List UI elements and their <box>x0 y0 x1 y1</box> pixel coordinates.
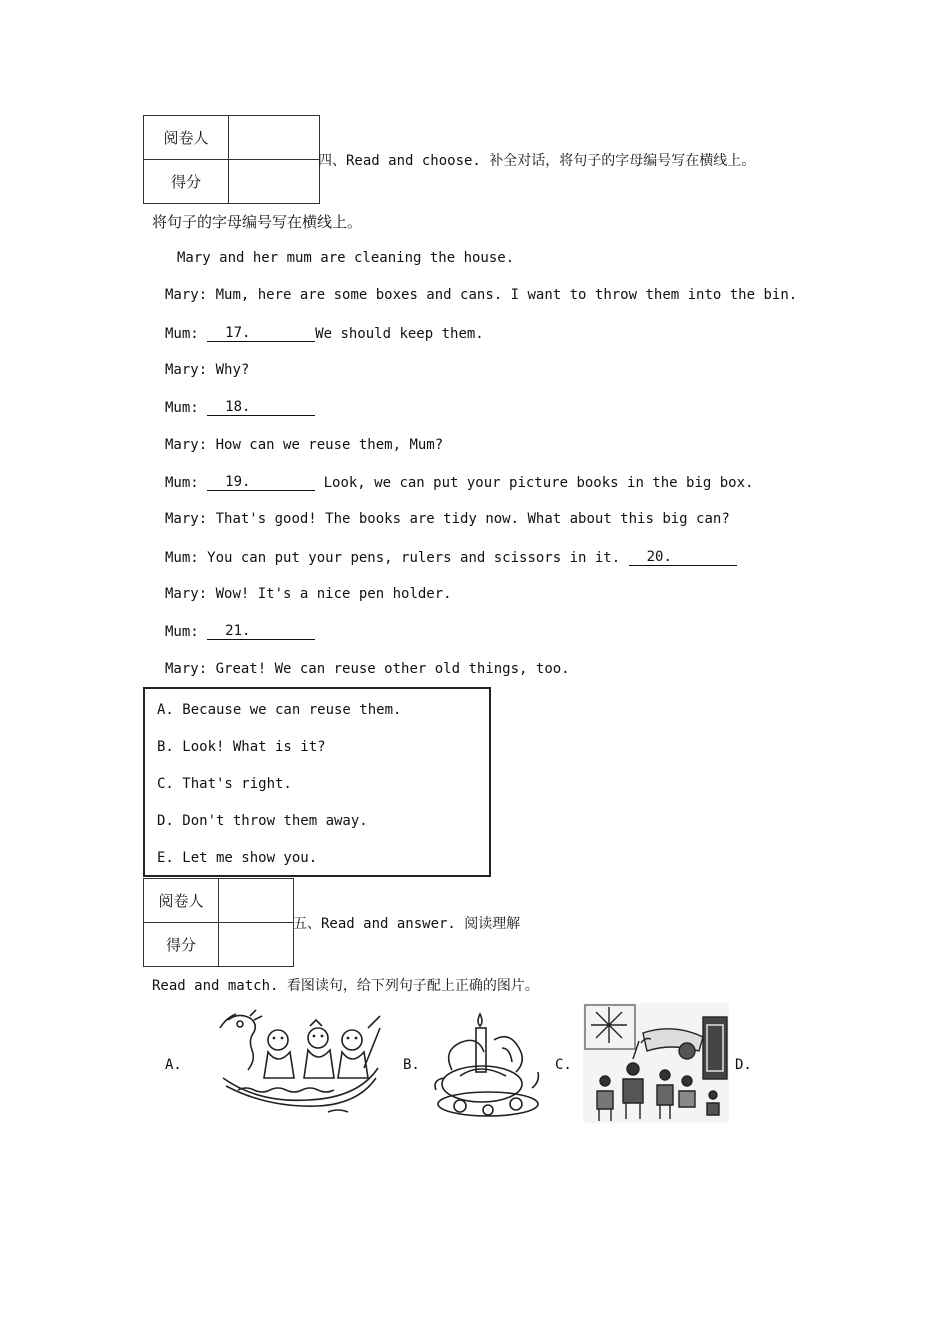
picture-label-b: B. <box>403 1057 420 1073</box>
speaker: Mum: <box>165 400 199 416</box>
answer-blank-21[interactable]: 21. <box>207 623 315 640</box>
answer-blank-17[interactable]: 17. <box>207 325 315 342</box>
line-text: You can put your pens, rulers and scissors in it. <box>207 550 629 566</box>
dragon-boat-picture <box>218 1008 383 1118</box>
section5-instruction: Read and match. 看图读句，给下列句子配上正确的图片。 <box>152 978 539 994</box>
speaker: Mum: <box>165 475 199 491</box>
option-d: D. Don't throw them away. <box>157 813 368 829</box>
score-cell <box>229 160 320 204</box>
roast-turkey-picture <box>432 1010 544 1122</box>
options-box <box>143 687 491 877</box>
dialogue-line-2 <box>165 325 484 342</box>
reviewer-label: 阅卷人 <box>144 879 219 923</box>
option-e: E. Let me show you. <box>157 850 318 866</box>
picture-label-c: C. <box>555 1057 572 1073</box>
dialogue-line-9 <box>165 586 452 602</box>
dialogue-line-11 <box>165 661 570 677</box>
picture-label-d: D. <box>735 1057 752 1073</box>
reviewer-label: 阅卷人 <box>144 116 229 160</box>
line-text: We should keep them. <box>315 326 484 342</box>
speaker: Mum: <box>165 550 199 566</box>
speaker: Mary: <box>165 661 208 677</box>
speaker: Mum: <box>165 624 199 640</box>
dialogue-line-3 <box>165 362 249 378</box>
option-c: C. That's right. <box>157 776 292 792</box>
dialogue-line-5 <box>165 437 443 453</box>
score-label: 得分 <box>144 160 229 204</box>
dialogue-line-1 <box>165 287 797 303</box>
section5-score-table <box>143 878 294 967</box>
reviewer-cell <box>229 116 320 160</box>
answer-blank-18[interactable]: 18. <box>207 399 315 416</box>
line-text: That's good! The books are tidy now. What about this big can? <box>215 511 730 527</box>
speaker: Mary: <box>165 586 208 602</box>
answer-blank-20[interactable]: 20. <box>629 549 737 566</box>
dialogue-line-8 <box>165 549 737 566</box>
section4-heading: 四、Read and choose. 补全对话，将句子的字母编号写在横线上。 <box>318 153 756 169</box>
reviewer-cell <box>219 879 294 923</box>
line-text: Wow! It's a nice pen holder. <box>215 586 452 602</box>
picture-label-a: A. <box>165 1057 182 1073</box>
option-a: A. Because we can reuse them. <box>157 702 402 718</box>
section4-score-table <box>143 115 320 204</box>
speaker: Mary: <box>165 437 208 453</box>
section5-heading: 五、Read and answer. 阅读理解 <box>293 916 521 932</box>
dialogue-line-10 <box>165 623 315 640</box>
line-text: Mum, here are some boxes and cans. I want to throw them into the bin. <box>215 287 798 303</box>
section4-heading-wrap: 将句子的字母编号写在横线上。 <box>152 213 363 231</box>
speaker: Mary: <box>165 511 208 527</box>
speaker: Mary: <box>165 362 208 378</box>
spring-festival-picture <box>583 1003 729 1123</box>
dialogue-line-7 <box>165 511 730 527</box>
answer-blank-19[interactable]: 19. <box>207 474 315 491</box>
line-text: Great! We can reuse other old things, too. <box>215 661 570 677</box>
speaker: Mum: <box>165 326 199 342</box>
line-text: Why? <box>215 362 250 378</box>
dialogue-intro: Mary and her mum are cleaning the house. <box>177 250 515 266</box>
score-cell <box>219 923 294 967</box>
line-text: Look, we can put your picture books in the big box. <box>315 475 754 491</box>
score-label: 得分 <box>144 923 219 967</box>
option-b: B. Look! What is it? <box>157 739 326 755</box>
line-text: How can we reuse them, Mum? <box>215 437 444 453</box>
speaker: Mary: <box>165 287 208 303</box>
dialogue-line-6 <box>165 474 753 491</box>
dialogue-line-4 <box>165 399 315 416</box>
